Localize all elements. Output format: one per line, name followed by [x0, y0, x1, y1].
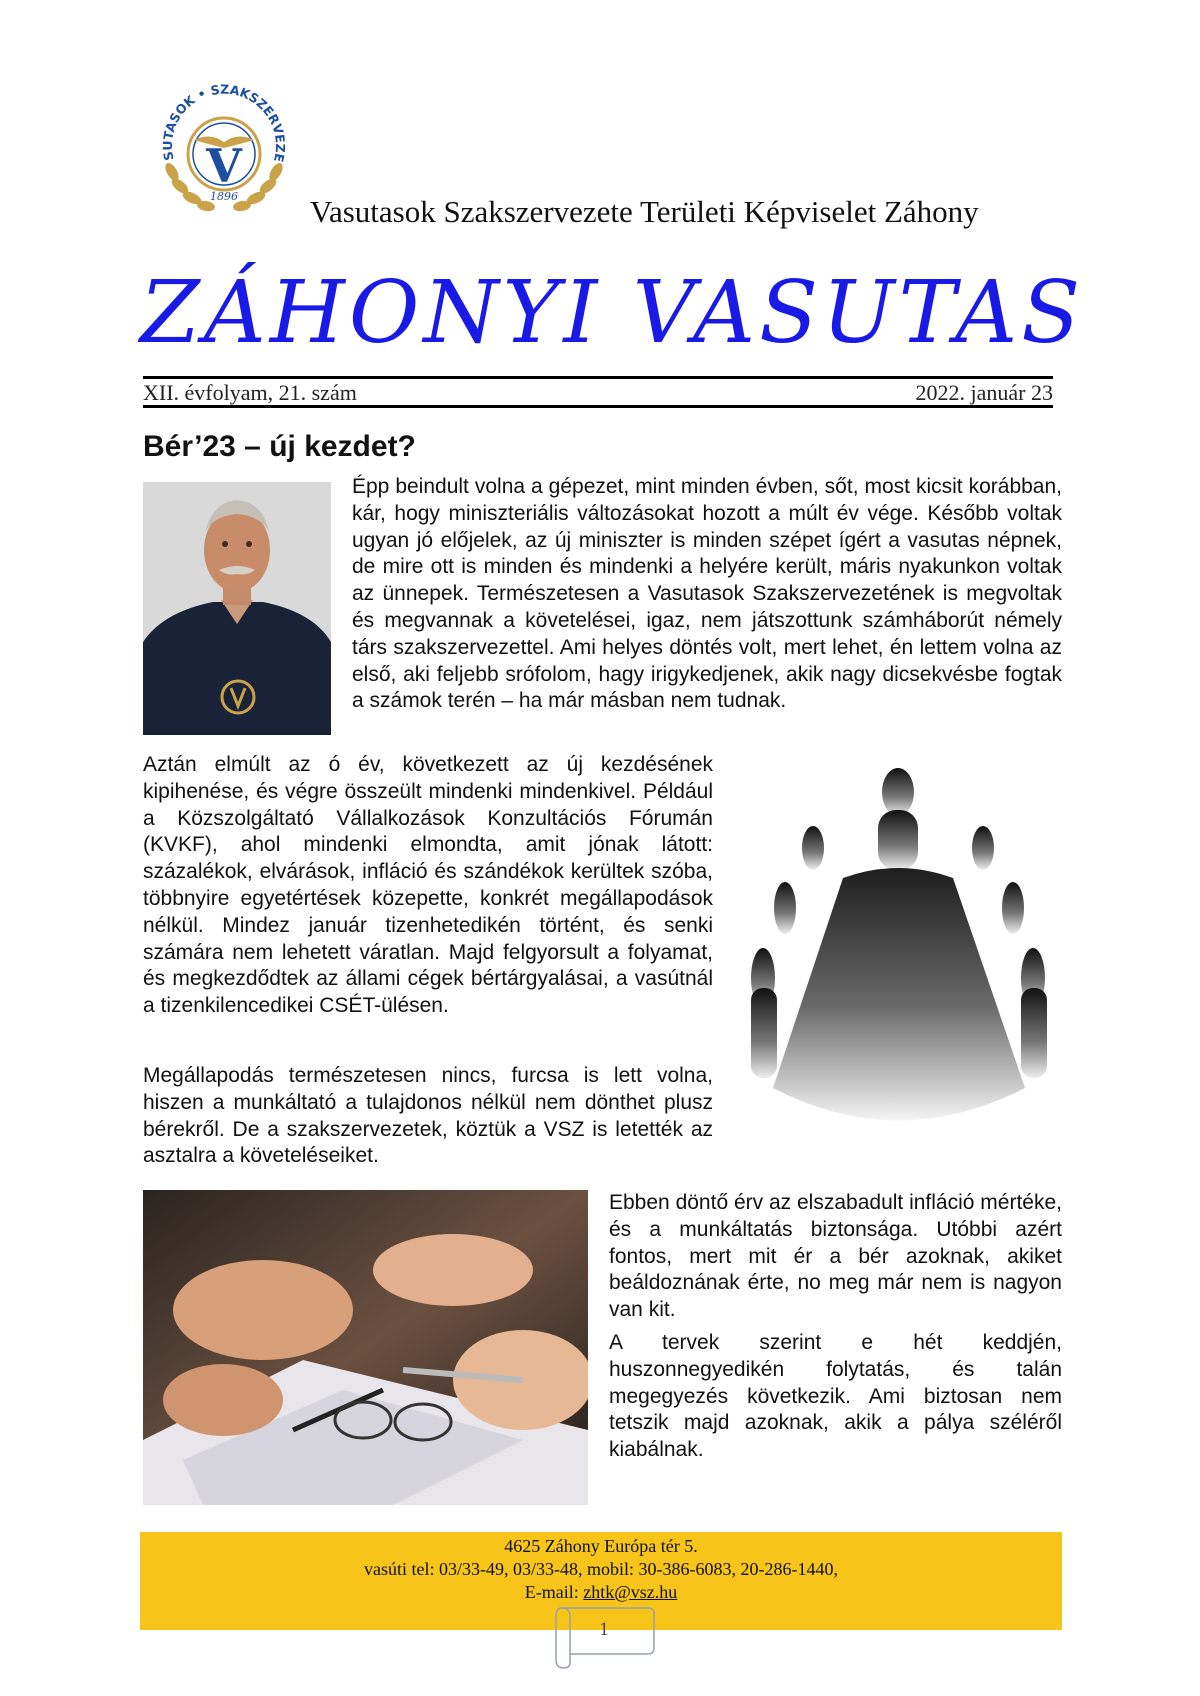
negotiation-hands-photo: [143, 1190, 588, 1505]
article-paragraph: Megállapodás természetesen nincs, furcsa is lett volna, hiszen a munkáltató a tulajdonos nélkül nem dönthet plusz bérekről. De a szakszervezetek, köztük a VSZ is letették az asztalra a követeléseiket.: [143, 1064, 713, 1168]
article-paragraph: A tervek szerint e hét keddjén, huszonnegyedikén folytatás, és talán megegyezés következik. Ami biztosan nem tetszik majd azoknak, akik a pálya széléről kiabálnak.: [609, 1331, 1062, 1462]
header-rule-bottom: [143, 405, 1053, 408]
header-rule-top: [143, 376, 1053, 379]
article-headline: Bér’23 – új kezdet?: [143, 430, 416, 463]
issue-number: XII. évfolyam, 21. szám: [143, 380, 357, 405]
article-paragraph: Aztán elmúlt az ó év, következett az új kezdésének kipihenése, és végre összeült mindenki mindenkivel. Például a Közszolgáltató Vállalkozások Konzultációs Fórumán (KVKF), ahol mindenki elmondta, amit jónak látott: százalékok, elvárások, infláció és szándékok kerültek szóba, többnyire egyetértések közepette, konkrét megállapodások nélkül. Mindez január tizenhetedikén történt, és senki számára nem lehetett váratlan. Majd felgyorsult a folyamat, és megkezdődtek az állami cégek bértárgyalásai, a vasútnál a tizenkilencedikei CSÉT-ülésen.: [143, 753, 713, 1018]
svg-text:1896: 1896: [210, 190, 238, 203]
union-logo-icon: [150, 74, 298, 222]
footer-email-line: [140, 1581, 1062, 1604]
portrait-photo: [143, 482, 331, 735]
footer-email-label: E-mail:: [524, 1582, 584, 1602]
organization-name: Vasutasok Szakszervezete Területi Képviselet Záhony: [310, 194, 979, 229]
article-paragraph: Ebben döntő érv az elszabadult infláció mértéke, és a munkáltatás biztonsága. Utóbbi azért fontos, mert mit ér a bér azoknak, akiket beáldoznának érte, no meg már nem is nagyon van kit.: [609, 1191, 1062, 1322]
article-paragraph: Épp beindult volna a gépezet, mint minden évben, sőt, most kicsit korábban, kár, hogy miniszteriális változásokat hozott a múlt év vége. Később voltak ugyan jó előjelek, az új miniszter is minden szépet ígért a vasutas népnek, de mire ott is minden és mindenki a helyére került, máris nyakunkon voltak az ünnepek. Természetesen a Vasutasok Szakszervezetének is megvoltak és megvannak a követelései, igaz, nem játszottunk számháborút némely társ szakszervezettel. Ami helyes döntés volt, mert lehet, én lettem volna az első, aki feljebb srófolom, hagy irigykedjenek, akik nagy dicsekvésbe fogtak a számok terén – ha már másban nem tudnak.: [352, 475, 1062, 713]
page-number: 1: [599, 1619, 609, 1640]
footer-phones: vasúti tel: 03/33-49, 03/33-48, mobil: 30-386-6083, 20-286-1440,: [364, 1559, 838, 1579]
union-emblem-svg: [150, 74, 298, 222]
meeting-table-illustration: [733, 758, 1063, 1138]
footer-address: 4625 Záhony Európa tér 5.: [504, 1536, 698, 1556]
issue-date: 2022. január 23: [915, 380, 1053, 405]
svg-text:V: V: [206, 139, 242, 193]
svg-text:VASUTASOK • SZAKSZERVEZETE: SUTASOK • SZAKSZERVEZE: [159, 81, 289, 164]
masthead-title: ZÁHONYI VASUTAS: [140, 263, 1085, 363]
email-link[interactable]: zhtk@vsz.hu: [583, 1582, 678, 1602]
